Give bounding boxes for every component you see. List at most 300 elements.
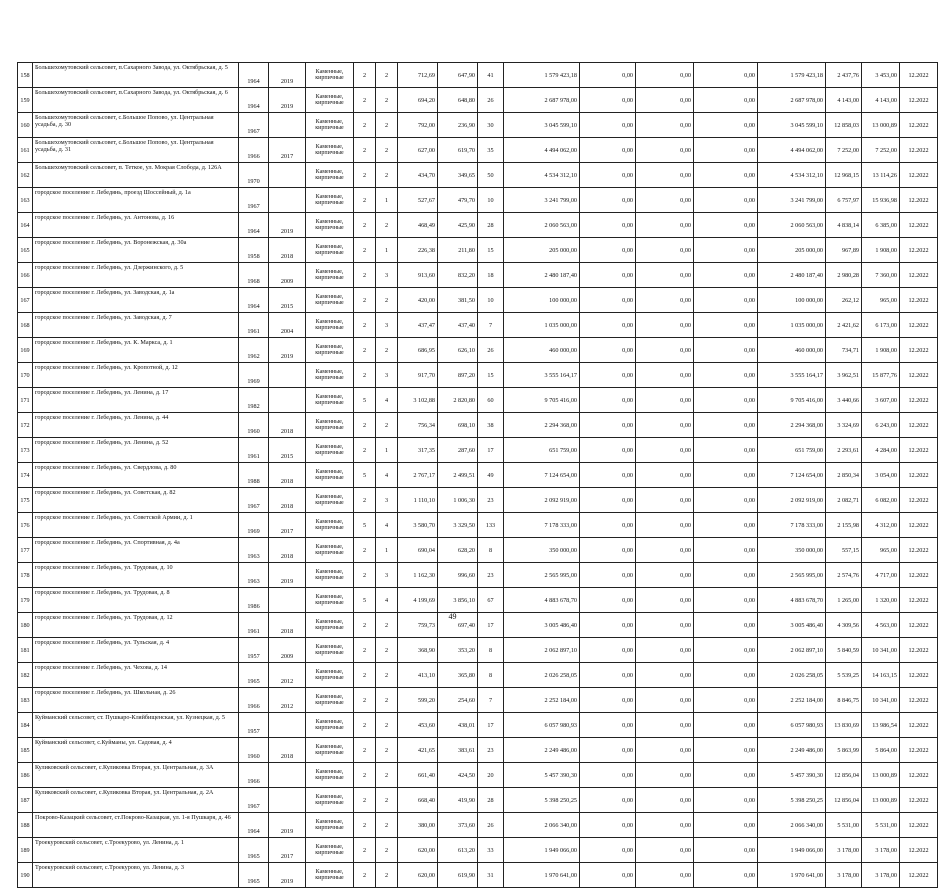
cost-per-sqm-cell: 13 830,69	[826, 713, 862, 738]
owner-funds-cell: 5 457 390,30	[758, 763, 826, 788]
table-row	[18, 313, 938, 338]
limit-per-sqm-cell: 15 877,76	[862, 363, 900, 388]
federal-funds-cell: 0,00	[580, 238, 636, 263]
owner-funds-cell: 1 579 423,18	[758, 63, 826, 88]
year-repair-cell	[269, 388, 306, 413]
federal-funds-cell: 0,00	[580, 513, 636, 538]
year-built-cell: 1964	[239, 813, 269, 838]
federal-funds-cell: 0,00	[580, 288, 636, 313]
living-area-cell: 619,90	[438, 863, 478, 888]
total-cost-cell: 2 062 897,10	[504, 638, 580, 663]
cost-per-sqm-cell: 12 968,15	[826, 163, 862, 188]
year-repair-cell: 2018	[269, 488, 306, 513]
local-funds-cell: 0,00	[694, 813, 758, 838]
total-area-cell: 627,00	[398, 138, 438, 163]
total-cost-cell: 4 534 312,10	[504, 163, 580, 188]
limit-per-sqm-cell: 13 000,89	[862, 763, 900, 788]
year-repair-cell: 2004	[269, 313, 306, 338]
living-area-cell: 236,90	[438, 113, 478, 138]
table-row	[18, 438, 938, 463]
row-number-cell: 161	[18, 138, 33, 163]
address-cell: Куйманский сельсовет, ст. Пушкаро-Кляйбищенская, ул. Кузнецкая, д. 5	[33, 713, 239, 738]
floors-cell: 2	[354, 488, 376, 513]
federal-funds-cell: 0,00	[580, 713, 636, 738]
wall-material-cell: Каменные, кирпичные	[306, 163, 354, 188]
wall-material-cell: Каменные, кирпичные	[306, 188, 354, 213]
row-number-cell: 185	[18, 738, 33, 763]
completion-date-cell: 12.2022	[900, 388, 938, 413]
federal-funds-cell: 0,00	[580, 463, 636, 488]
floors-cell: 2	[354, 713, 376, 738]
owner-funds-cell: 3 555 164,17	[758, 363, 826, 388]
total-cost-cell: 3 045 599,10	[504, 113, 580, 138]
local-funds-cell: 0,00	[694, 188, 758, 213]
local-funds-cell: 0,00	[694, 363, 758, 388]
owner-funds-cell: 460 000,00	[758, 338, 826, 363]
residents-cell: 38	[478, 413, 504, 438]
wall-material-cell: Каменные, кирпичные	[306, 413, 354, 438]
federal-funds-cell: 0,00	[580, 688, 636, 713]
owner-funds-cell: 2 294 368,00	[758, 413, 826, 438]
living-area-cell: 897,20	[438, 363, 478, 388]
floors-cell: 2	[354, 788, 376, 813]
living-area-cell: 613,20	[438, 838, 478, 863]
residents-cell: 7	[478, 688, 504, 713]
limit-per-sqm-cell: 6 082,00	[862, 488, 900, 513]
table-row	[18, 88, 938, 113]
table-row	[18, 813, 938, 838]
entrances-cell: 2	[376, 163, 398, 188]
limit-per-sqm-cell: 13 986,54	[862, 713, 900, 738]
limit-per-sqm-cell: 3 178,00	[862, 838, 900, 863]
entrances-cell: 2	[376, 338, 398, 363]
year-repair-cell: 2019	[269, 63, 306, 88]
regional-funds-cell: 0,00	[636, 313, 694, 338]
total-area-cell: 792,00	[398, 113, 438, 138]
local-funds-cell: 0,00	[694, 63, 758, 88]
row-number-cell: 167	[18, 288, 33, 313]
total-area-cell: 620,00	[398, 838, 438, 863]
cost-per-sqm-cell: 12 856,04	[826, 763, 862, 788]
limit-per-sqm-cell: 3 607,00	[862, 388, 900, 413]
residents-cell: 23	[478, 488, 504, 513]
row-number-cell: 170	[18, 363, 33, 388]
cost-per-sqm-cell: 12 858,03	[826, 113, 862, 138]
total-area-cell: 437,47	[398, 313, 438, 338]
year-repair-cell	[269, 113, 306, 138]
limit-per-sqm-cell: 4 312,00	[862, 513, 900, 538]
floors-cell: 2	[354, 613, 376, 638]
year-repair-cell: 2019	[269, 88, 306, 113]
regional-funds-cell: 0,00	[636, 213, 694, 238]
cost-per-sqm-cell: 1 265,00	[826, 588, 862, 613]
living-area-cell: 353,20	[438, 638, 478, 663]
total-cost-cell: 2 092 919,00	[504, 488, 580, 513]
table-row	[18, 688, 938, 713]
wall-material-cell: Каменные, кирпичные	[306, 813, 354, 838]
residents-cell: 31	[478, 863, 504, 888]
address-cell: Большехомутовский сельсовет, п.Сахарного Завода, ул. Октябрьская, д. 5	[33, 63, 239, 88]
owner-funds-cell: 4 883 678,70	[758, 588, 826, 613]
row-number-cell: 186	[18, 763, 33, 788]
completion-date-cell: 12.2022	[900, 138, 938, 163]
regional-funds-cell: 0,00	[636, 563, 694, 588]
cost-per-sqm-cell: 557,15	[826, 538, 862, 563]
cost-per-sqm-cell: 5 539,25	[826, 663, 862, 688]
row-number-cell: 178	[18, 563, 33, 588]
total-area-cell: 4 199,69	[398, 588, 438, 613]
total-area-cell: 1 162,30	[398, 563, 438, 588]
completion-date-cell: 12.2022	[900, 813, 938, 838]
limit-per-sqm-cell: 5 531,00	[862, 813, 900, 838]
total-area-cell: 380,00	[398, 813, 438, 838]
address-cell: городское поселение г. Лебедянь, ул. К. Маркса, д. 1	[33, 338, 239, 363]
entrances-cell: 2	[376, 613, 398, 638]
year-repair-cell: 2018	[269, 238, 306, 263]
living-area-cell: 373,60	[438, 813, 478, 838]
local-funds-cell: 0,00	[694, 488, 758, 513]
regional-funds-cell: 0,00	[636, 863, 694, 888]
year-repair-cell	[269, 163, 306, 188]
owner-funds-cell: 3 241 799,00	[758, 188, 826, 213]
cost-per-sqm-cell: 2 437,76	[826, 63, 862, 88]
cost-per-sqm-cell: 7 252,00	[826, 138, 862, 163]
regional-funds-cell: 0,00	[636, 763, 694, 788]
table-row	[18, 238, 938, 263]
limit-per-sqm-cell: 4 717,00	[862, 563, 900, 588]
residents-cell: 30	[478, 113, 504, 138]
row-number-cell: 177	[18, 538, 33, 563]
completion-date-cell: 12.2022	[900, 763, 938, 788]
total-area-cell: 434,70	[398, 163, 438, 188]
table-row	[18, 63, 938, 88]
completion-date-cell: 12.2022	[900, 488, 938, 513]
limit-per-sqm-cell: 965,00	[862, 288, 900, 313]
owner-funds-cell: 6 057 980,93	[758, 713, 826, 738]
total-cost-cell: 2 066 340,00	[504, 813, 580, 838]
year-built-cell: 1964	[239, 88, 269, 113]
limit-per-sqm-cell: 7 252,00	[862, 138, 900, 163]
entrances-cell: 2	[376, 763, 398, 788]
residents-cell: 8	[478, 663, 504, 688]
row-number-cell: 159	[18, 88, 33, 113]
local-funds-cell: 0,00	[694, 338, 758, 363]
year-built-cell: 1970	[239, 163, 269, 188]
total-cost-cell: 1 970 641,00	[504, 863, 580, 888]
row-number-cell: 160	[18, 113, 33, 138]
table-row	[18, 838, 938, 863]
regional-funds-cell: 0,00	[636, 113, 694, 138]
entrances-cell: 2	[376, 713, 398, 738]
wall-material-cell: Каменные, кирпичные	[306, 138, 354, 163]
year-repair-cell: 2018	[269, 738, 306, 763]
year-repair-cell	[269, 713, 306, 738]
entrances-cell: 2	[376, 738, 398, 763]
living-area-cell: 254,60	[438, 688, 478, 713]
regional-funds-cell: 0,00	[636, 613, 694, 638]
address-cell: городское поселение г. Лебедянь, ул. Заводская, д. 1а	[33, 288, 239, 313]
floors-cell: 2	[354, 763, 376, 788]
floors-cell: 2	[354, 188, 376, 213]
federal-funds-cell: 0,00	[580, 538, 636, 563]
table-row	[18, 388, 938, 413]
table-row	[18, 488, 938, 513]
entrances-cell: 4	[376, 388, 398, 413]
owner-funds-cell: 2 060 563,00	[758, 213, 826, 238]
cost-per-sqm-cell: 8 846,75	[826, 688, 862, 713]
total-cost-cell: 5 457 390,30	[504, 763, 580, 788]
floors-cell: 2	[354, 538, 376, 563]
cost-per-sqm-cell: 4 309,56	[826, 613, 862, 638]
entrances-cell: 2	[376, 788, 398, 813]
limit-per-sqm-cell: 1 908,00	[862, 238, 900, 263]
completion-date-cell: 12.2022	[900, 688, 938, 713]
cost-per-sqm-cell: 2 293,61	[826, 438, 862, 463]
year-built-cell: 1969	[239, 363, 269, 388]
wall-material-cell: Каменные, кирпичные	[306, 688, 354, 713]
year-repair-cell	[269, 788, 306, 813]
local-funds-cell: 0,00	[694, 88, 758, 113]
limit-per-sqm-cell: 13 000,89	[862, 113, 900, 138]
regional-funds-cell: 0,00	[636, 438, 694, 463]
federal-funds-cell: 0,00	[580, 88, 636, 113]
cost-per-sqm-cell: 5 840,59	[826, 638, 862, 663]
floors-cell: 2	[354, 338, 376, 363]
row-number-cell: 166	[18, 263, 33, 288]
owner-funds-cell: 7 178 333,00	[758, 513, 826, 538]
cost-per-sqm-cell: 3 962,51	[826, 363, 862, 388]
completion-date-cell: 12.2022	[900, 288, 938, 313]
completion-date-cell: 12.2022	[900, 638, 938, 663]
floors-cell: 5	[354, 513, 376, 538]
regional-funds-cell: 0,00	[636, 663, 694, 688]
local-funds-cell: 0,00	[694, 663, 758, 688]
year-repair-cell: 2019	[269, 213, 306, 238]
entrances-cell: 2	[376, 663, 398, 688]
total-area-cell: 3 102,88	[398, 388, 438, 413]
federal-funds-cell: 0,00	[580, 838, 636, 863]
row-number-cell: 162	[18, 163, 33, 188]
year-built-cell: 1963	[239, 538, 269, 563]
row-number-cell: 172	[18, 413, 33, 438]
address-cell: городское поселение г. Лебедянь, ул. Чехова, д. 14	[33, 663, 239, 688]
regional-funds-cell: 0,00	[636, 513, 694, 538]
wall-material-cell: Каменные, кирпичные	[306, 663, 354, 688]
federal-funds-cell: 0,00	[580, 588, 636, 613]
entrances-cell: 1	[376, 438, 398, 463]
year-repair-cell: 2018	[269, 538, 306, 563]
limit-per-sqm-cell: 4 563,00	[862, 613, 900, 638]
cost-per-sqm-cell: 3 440,66	[826, 388, 862, 413]
completion-date-cell: 12.2022	[900, 538, 938, 563]
row-number-cell: 174	[18, 463, 33, 488]
address-cell: Куликовский сельсовет, с.Куликовка Вторая, ул. Центральная, д. 2А	[33, 788, 239, 813]
row-number-cell: 183	[18, 688, 33, 713]
living-area-cell: 1 006,30	[438, 488, 478, 513]
residents-cell: 41	[478, 63, 504, 88]
owner-funds-cell: 9 705 416,00	[758, 388, 826, 413]
living-area-cell: 381,50	[438, 288, 478, 313]
year-repair-cell	[269, 188, 306, 213]
address-cell: городское поселение г. Лебедянь, ул. Воронежская, д. 30а	[33, 238, 239, 263]
federal-funds-cell: 0,00	[580, 138, 636, 163]
row-number-cell: 188	[18, 813, 33, 838]
federal-funds-cell: 0,00	[580, 788, 636, 813]
table-row	[18, 338, 938, 363]
regional-funds-cell: 0,00	[636, 238, 694, 263]
local-funds-cell: 0,00	[694, 788, 758, 813]
wall-material-cell: Каменные, кирпичные	[306, 838, 354, 863]
living-area-cell: 2 499,51	[438, 463, 478, 488]
entrances-cell: 2	[376, 688, 398, 713]
entrances-cell: 2	[376, 113, 398, 138]
completion-date-cell: 12.2022	[900, 713, 938, 738]
floors-cell: 2	[354, 838, 376, 863]
entrances-cell: 3	[376, 563, 398, 588]
federal-funds-cell: 0,00	[580, 638, 636, 663]
regional-funds-cell: 0,00	[636, 463, 694, 488]
living-area-cell: 424,50	[438, 763, 478, 788]
owner-funds-cell: 2 092 919,00	[758, 488, 826, 513]
federal-funds-cell: 0,00	[580, 363, 636, 388]
row-number-cell: 163	[18, 188, 33, 213]
total-cost-cell: 9 705 416,00	[504, 388, 580, 413]
regional-funds-cell: 0,00	[636, 413, 694, 438]
local-funds-cell: 0,00	[694, 738, 758, 763]
wall-material-cell: Каменные, кирпичные	[306, 238, 354, 263]
row-number-cell: 176	[18, 513, 33, 538]
federal-funds-cell: 0,00	[580, 863, 636, 888]
residents-cell: 15	[478, 238, 504, 263]
address-cell: Троекуровский сельсовет, с.Троекурово, ул. Ленина, д. 3	[33, 863, 239, 888]
address-cell: городское поселение г. Лебедянь, ул. Советской Армии, д. 1	[33, 513, 239, 538]
cost-per-sqm-cell: 734,71	[826, 338, 862, 363]
total-cost-cell: 205 000,00	[504, 238, 580, 263]
regional-funds-cell: 0,00	[636, 63, 694, 88]
floors-cell: 2	[354, 638, 376, 663]
address-cell: Большехомутовский сельсовет, п.Сахарного Завода, ул. Октябрьская, д. 6	[33, 88, 239, 113]
year-repair-cell: 2019	[269, 563, 306, 588]
address-cell: городское поселение г. Лебедянь, ул. Антонова, д. 16	[33, 213, 239, 238]
table-row	[18, 263, 938, 288]
entrances-cell: 2	[376, 638, 398, 663]
entrances-cell: 1	[376, 188, 398, 213]
floors-cell: 2	[354, 88, 376, 113]
cost-per-sqm-cell: 2 980,28	[826, 263, 862, 288]
total-cost-cell: 4 883 678,70	[504, 588, 580, 613]
completion-date-cell: 12.2022	[900, 188, 938, 213]
table-row	[18, 538, 938, 563]
residents-cell: 8	[478, 538, 504, 563]
entrances-cell: 2	[376, 838, 398, 863]
wall-material-cell: Каменные, кирпичные	[306, 338, 354, 363]
wall-material-cell: Каменные, кирпичные	[306, 763, 354, 788]
table-row	[18, 863, 938, 888]
wall-material-cell: Каменные, кирпичные	[306, 738, 354, 763]
entrances-cell: 3	[376, 313, 398, 338]
floors-cell: 2	[354, 163, 376, 188]
floors-cell: 5	[354, 463, 376, 488]
address-cell: Большехомутовский сельсовет, с.Большое Попово, ул. Центральная усадьба, д. 30	[33, 113, 239, 138]
living-area-cell: 647,90	[438, 63, 478, 88]
residents-cell: 49	[478, 463, 504, 488]
living-area-cell: 3 856,10	[438, 588, 478, 613]
limit-per-sqm-cell: 7 360,00	[862, 263, 900, 288]
wall-material-cell: Каменные, кирпичные	[306, 863, 354, 888]
residents-cell: 33	[478, 838, 504, 863]
table-row	[18, 663, 938, 688]
living-area-cell: 419,90	[438, 788, 478, 813]
regional-funds-cell: 0,00	[636, 538, 694, 563]
floors-cell: 2	[354, 813, 376, 838]
row-number-cell: 173	[18, 438, 33, 463]
local-funds-cell: 0,00	[694, 463, 758, 488]
total-cost-cell: 2 060 563,00	[504, 213, 580, 238]
year-repair-cell: 2017	[269, 838, 306, 863]
owner-funds-cell: 7 124 654,00	[758, 463, 826, 488]
owner-funds-cell: 205 000,00	[758, 238, 826, 263]
residents-cell: 10	[478, 188, 504, 213]
year-built-cell: 1958	[239, 238, 269, 263]
federal-funds-cell: 0,00	[580, 663, 636, 688]
total-cost-cell: 651 759,00	[504, 438, 580, 463]
row-number-cell: 189	[18, 838, 33, 863]
regional-funds-cell: 0,00	[636, 263, 694, 288]
local-funds-cell: 0,00	[694, 613, 758, 638]
regional-funds-cell: 0,00	[636, 288, 694, 313]
owner-funds-cell: 2 249 486,00	[758, 738, 826, 763]
floors-cell: 2	[354, 288, 376, 313]
completion-date-cell: 12.2022	[900, 163, 938, 188]
wall-material-cell: Каменные, кирпичные	[306, 388, 354, 413]
total-cost-cell: 1 035 000,00	[504, 313, 580, 338]
total-area-cell: 1 110,10	[398, 488, 438, 513]
total-area-cell: 694,20	[398, 88, 438, 113]
wall-material-cell: Каменные, кирпичные	[306, 638, 354, 663]
total-cost-cell: 5 398 250,25	[504, 788, 580, 813]
residents-cell: 15	[478, 363, 504, 388]
address-cell: городское поселение г. Лебедянь, ул. Ленина, д. 17	[33, 388, 239, 413]
wall-material-cell: Каменные, кирпичные	[306, 588, 354, 613]
wall-material-cell: Каменные, кирпичные	[306, 63, 354, 88]
address-cell: городское поселение г. Лебедянь, ул. Ленина, д. 52	[33, 438, 239, 463]
entrances-cell: 4	[376, 463, 398, 488]
entrances-cell: 2	[376, 288, 398, 313]
wall-material-cell: Каменные, кирпичные	[306, 363, 354, 388]
living-area-cell: 698,10	[438, 413, 478, 438]
table-row	[18, 363, 938, 388]
limit-per-sqm-cell: 3 178,00	[862, 863, 900, 888]
year-built-cell: 1966	[239, 688, 269, 713]
limit-per-sqm-cell: 10 341,00	[862, 688, 900, 713]
cost-per-sqm-cell: 2 574,76	[826, 563, 862, 588]
total-cost-cell: 6 057 980,93	[504, 713, 580, 738]
federal-funds-cell: 0,00	[580, 738, 636, 763]
address-cell: городское поселение г. Лебедянь, ул. Дзержинского, д. 5	[33, 263, 239, 288]
residents-cell: 23	[478, 563, 504, 588]
address-cell: городское поселение г. Лебедянь, ул. Трудовая, д. 10	[33, 563, 239, 588]
cost-per-sqm-cell: 3 324,69	[826, 413, 862, 438]
table-row	[18, 213, 938, 238]
owner-funds-cell: 2 565 995,00	[758, 563, 826, 588]
address-cell: городское поселение г. Лебедянь, ул. Трудовая, д. 12	[33, 613, 239, 638]
total-cost-cell: 3 005 486,40	[504, 613, 580, 638]
limit-per-sqm-cell: 5 864,00	[862, 738, 900, 763]
regional-funds-cell: 0,00	[636, 488, 694, 513]
total-area-cell: 420,00	[398, 288, 438, 313]
year-repair-cell: 2019	[269, 863, 306, 888]
residents-cell: 133	[478, 513, 504, 538]
